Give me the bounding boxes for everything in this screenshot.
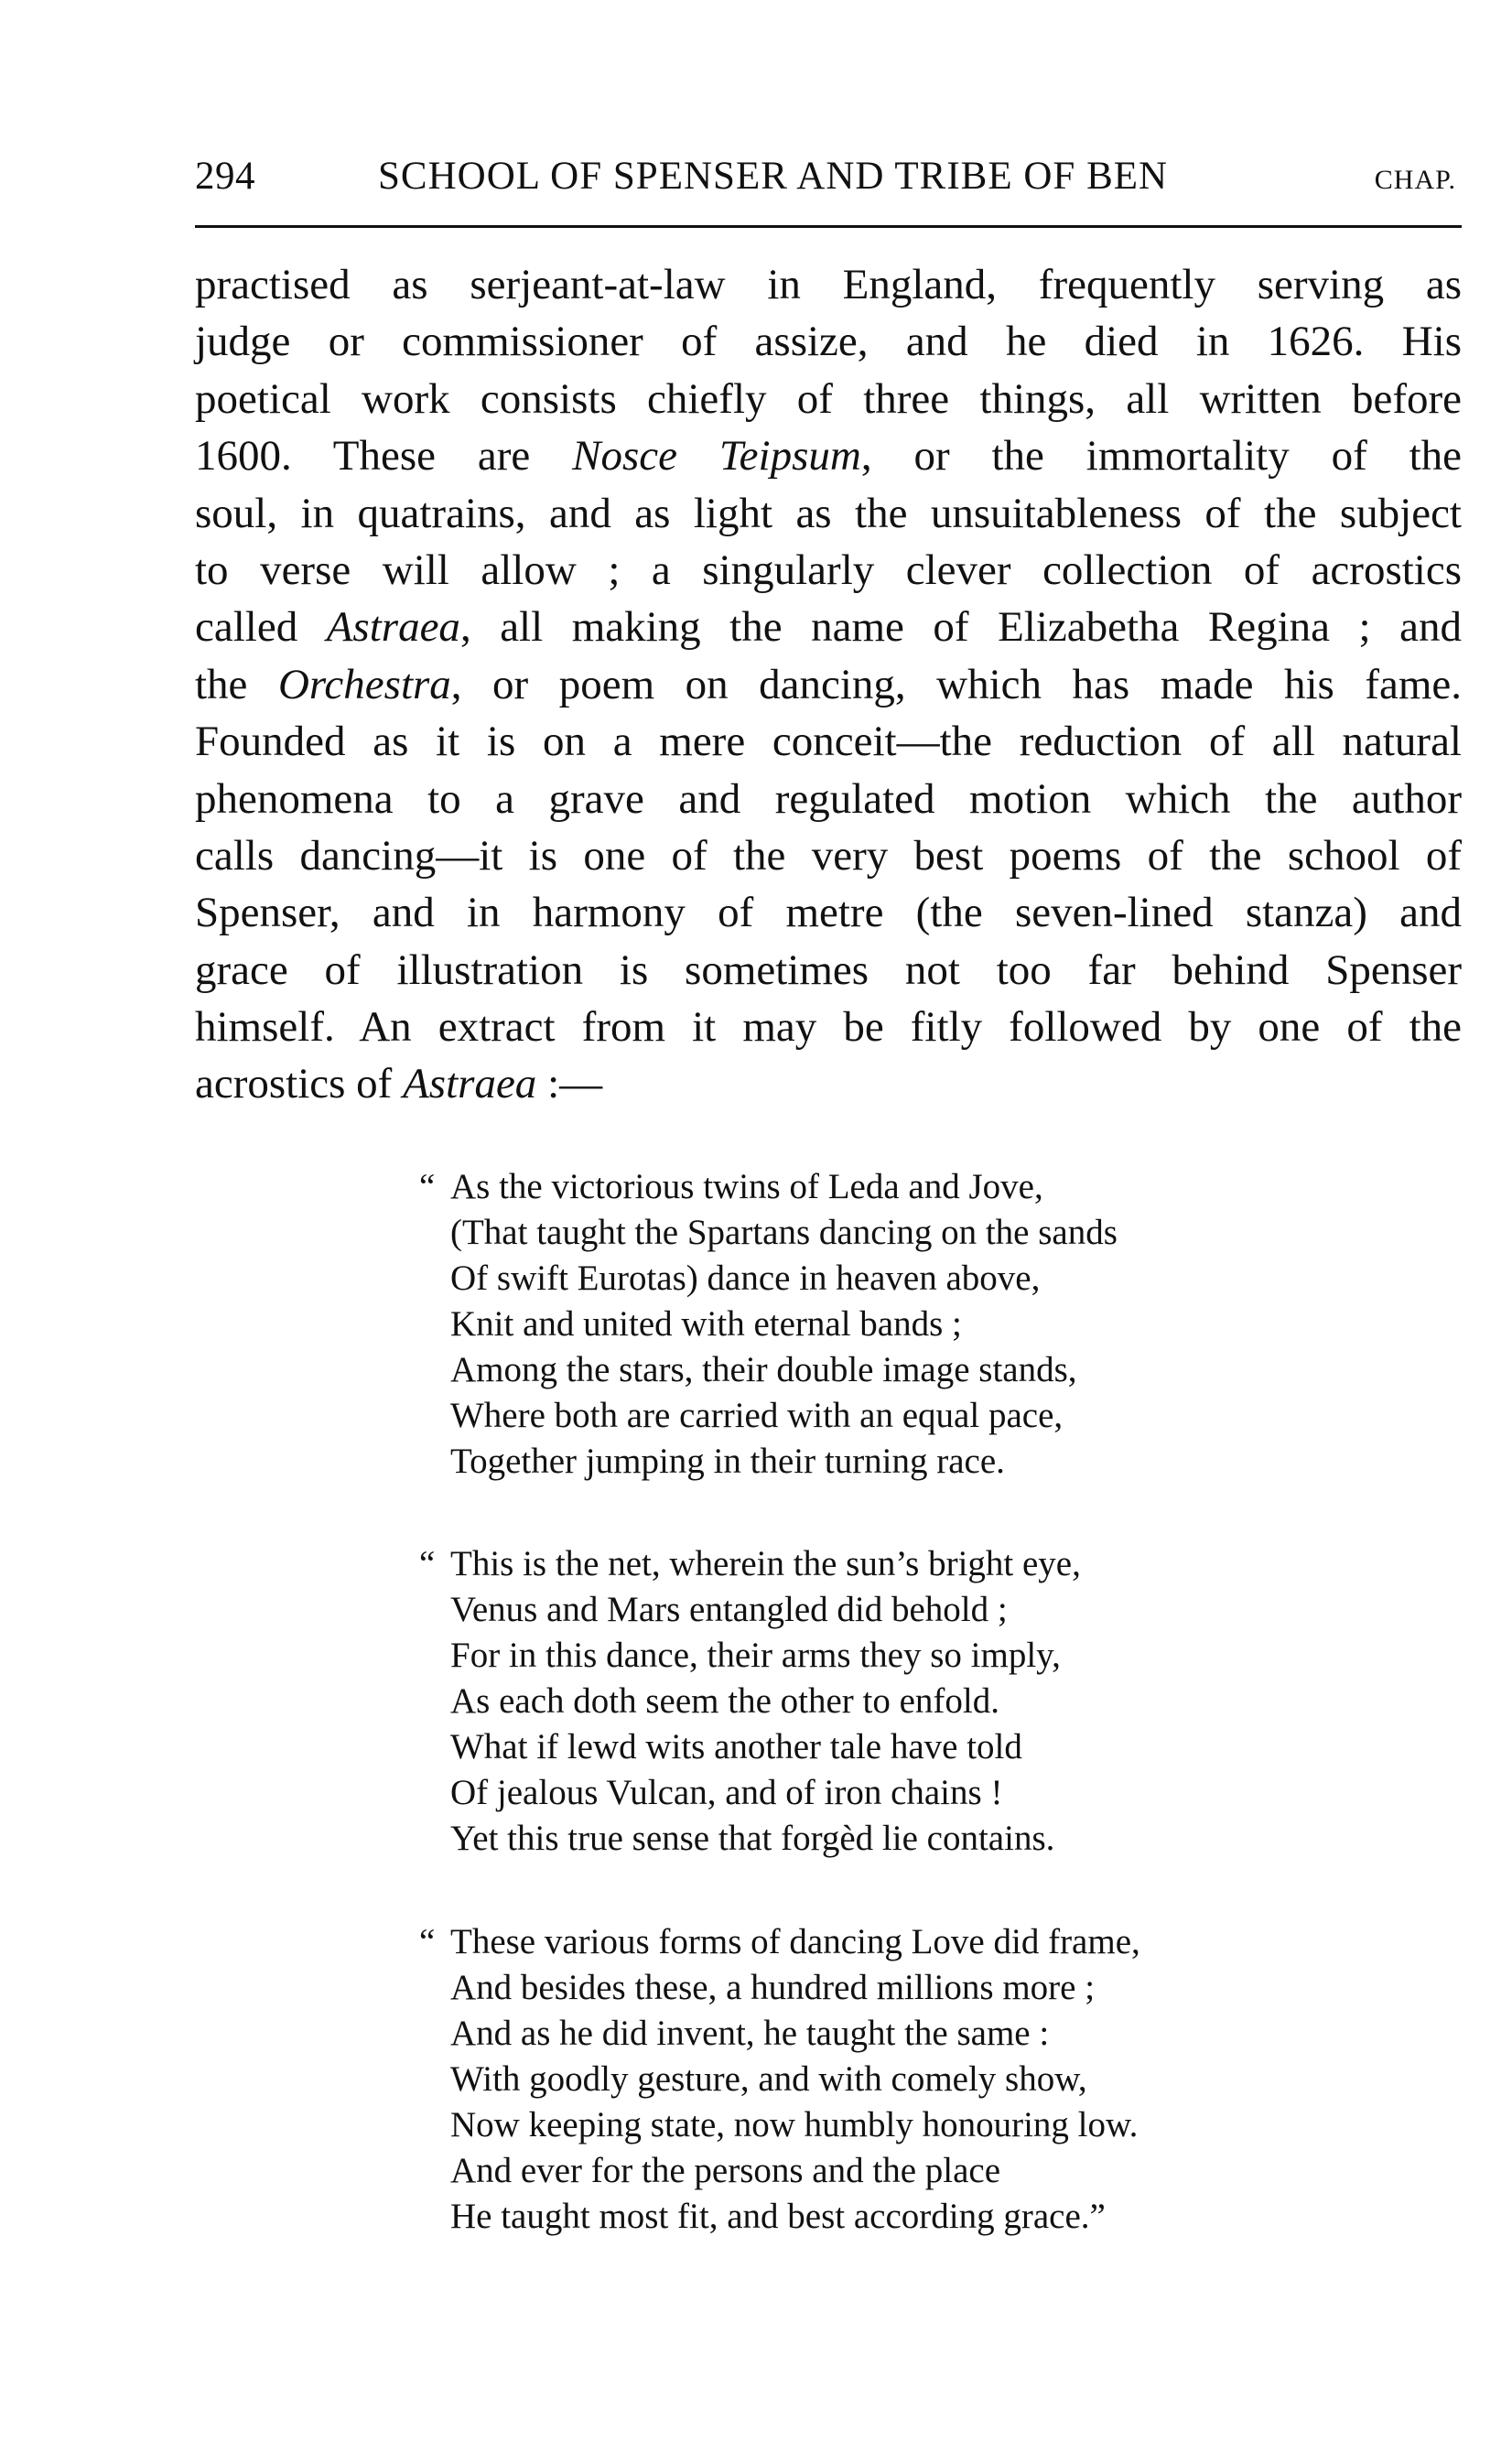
italic-title: Orchestra xyxy=(277,660,451,708)
poem-line xyxy=(419,1164,1334,1210)
poem-line xyxy=(419,1439,1334,1485)
poem-line xyxy=(419,1724,1334,1770)
text-segment: judge or commissioner of assize, and he died in 1626. His xyxy=(195,318,1462,366)
text-line xyxy=(195,313,1462,370)
text-segment: Spenser, and in harmony of metre (the seven-lined stanza) and xyxy=(195,889,1462,937)
verse-text: These various forms of dancing Love did frame, xyxy=(450,1922,1140,1961)
poem-line xyxy=(419,2194,1334,2240)
verse-text: Among the stars, their double image stands, xyxy=(450,1350,1077,1389)
poem-line xyxy=(419,1679,1334,1724)
text-line xyxy=(195,656,1462,713)
text-line xyxy=(195,884,1462,941)
text-segment: himself. An extract from it may be fitly followed by one of the xyxy=(195,1003,1462,1052)
poem-line xyxy=(419,1347,1334,1393)
italic-title: Astraea xyxy=(326,603,460,652)
text-line xyxy=(195,599,1462,655)
text-line xyxy=(195,771,1462,827)
text-line xyxy=(195,713,1462,770)
poem-line xyxy=(419,1816,1334,1862)
poem-line xyxy=(419,1587,1334,1633)
verse-text: And as he did invent, he taught the same : xyxy=(450,2014,1050,2053)
verse-text: As each doth seem the other to enfold. xyxy=(450,1681,999,1721)
text-segment: poetical work consists chiefly of three things, all written before xyxy=(195,374,1462,423)
poem-line xyxy=(419,1770,1334,1816)
text-line xyxy=(195,999,1462,1055)
text-segment: :— xyxy=(536,1060,603,1108)
verse-text: And besides these, a hundred millions more ; xyxy=(450,1968,1096,2007)
poem-line xyxy=(419,1633,1334,1679)
verse-text: For in this dance, their arms they so imply, xyxy=(450,1636,1061,1675)
verse-text: As the victorious twins of Leda and Jove, xyxy=(450,1167,1043,1206)
verse-text: Where both are carried with an equal pace, xyxy=(450,1396,1064,1435)
verse-text: And ever for the persons and the place xyxy=(450,2151,1001,2190)
open-quote-mark: “ xyxy=(419,1167,436,1206)
poem-line xyxy=(419,1210,1334,1256)
poem-stanza-3 xyxy=(419,1919,1334,2240)
poem-line xyxy=(419,1302,1334,1347)
text-segment: the xyxy=(195,660,278,708)
text-segment: practised as serjeant-at-law in England, frequently serving as xyxy=(195,261,1462,308)
text-line xyxy=(195,1055,1462,1112)
header-rule xyxy=(195,225,1462,228)
running-head xyxy=(195,154,1462,200)
poem-line xyxy=(419,1256,1334,1302)
text-segment: , or the immortality of the xyxy=(860,432,1463,481)
poem-line xyxy=(419,2057,1334,2102)
verse-text: Knit and united with eternal bands ; xyxy=(450,1304,962,1344)
verse-text: He taught most fit, and best according grace.” xyxy=(450,2197,1106,2236)
page-number: 294 xyxy=(195,155,255,198)
italic-title: Nosce Teipsum xyxy=(572,432,861,481)
text-line xyxy=(195,256,1462,313)
text-line xyxy=(195,485,1462,542)
verse-text: Together jumping in their turning race. xyxy=(450,1442,1005,1481)
verse-text: Of jealous Vulcan, and of iron chains ! xyxy=(450,1773,1003,1812)
verse-text: Venus and Mars entangled did behold ; xyxy=(450,1590,1008,1629)
verse-text: Yet this true sense that forgèd lie contains. xyxy=(450,1819,1055,1858)
verse-text: Of swift Eurotas) dance in heaven above, xyxy=(450,1259,1041,1298)
poem-stanza-1 xyxy=(419,1164,1334,1485)
poem-stanza-2 xyxy=(419,1541,1334,1862)
open-quote-mark: “ xyxy=(419,1544,436,1583)
text-line xyxy=(195,542,1462,599)
poem-line xyxy=(419,1965,1334,2011)
text-line xyxy=(195,427,1462,484)
text-line xyxy=(195,942,1462,999)
text-segment: called xyxy=(195,603,327,652)
text-segment: 1600. These are xyxy=(195,432,573,481)
text-line xyxy=(195,827,1462,884)
open-quote-mark: “ xyxy=(419,1922,436,1961)
poem-line xyxy=(419,1541,1334,1587)
text-segment: soul, in quatrains, and as light as the unsuitableness of the subject xyxy=(195,489,1462,537)
running-title: SCHOOL OF SPENSER AND TRIBE OF BEN xyxy=(378,155,1169,198)
poem-line xyxy=(419,2011,1334,2057)
poem-line xyxy=(419,2148,1334,2194)
chapter-abbrev: CHAP. xyxy=(1374,165,1456,195)
text-segment: calls dancing—it is one of the very best poems of the school of xyxy=(195,831,1462,880)
body-paragraph xyxy=(195,256,1462,1113)
verse-text: With goodly gesture, and with comely show, xyxy=(450,2059,1087,2099)
text-line xyxy=(195,371,1462,427)
text-segment: to verse will allow ; a singularly clever collection of acrostics xyxy=(195,546,1462,594)
verse-text: Now keeping state, now humbly honouring low. xyxy=(450,2105,1139,2144)
text-segment: , all making the name of Elizabetha Regina ; and xyxy=(459,603,1462,652)
poem-line xyxy=(419,1919,1334,1965)
text-segment: Founded as it is on a mere conceit—the reduction of all natural xyxy=(195,718,1462,766)
italic-title: Astraea xyxy=(403,1060,537,1108)
text-segment: grace of illustration is sometimes not too far behind Spenser xyxy=(195,945,1462,994)
text-segment: acrostics of xyxy=(195,1060,404,1108)
text-segment: , or poem on dancing, which has made his fame. xyxy=(450,660,1463,708)
verse-text: This is the net, wherein the sun’s bright eye, xyxy=(450,1544,1081,1583)
verse-text: What if lewd wits another tale have told xyxy=(450,1727,1022,1766)
poem-line xyxy=(419,1393,1334,1439)
text-segment: phenomena to a grave and regulated motion which the author xyxy=(195,774,1462,823)
verse-text: (That taught the Spartans dancing on the sands xyxy=(450,1213,1118,1252)
poem-line xyxy=(419,2102,1334,2148)
